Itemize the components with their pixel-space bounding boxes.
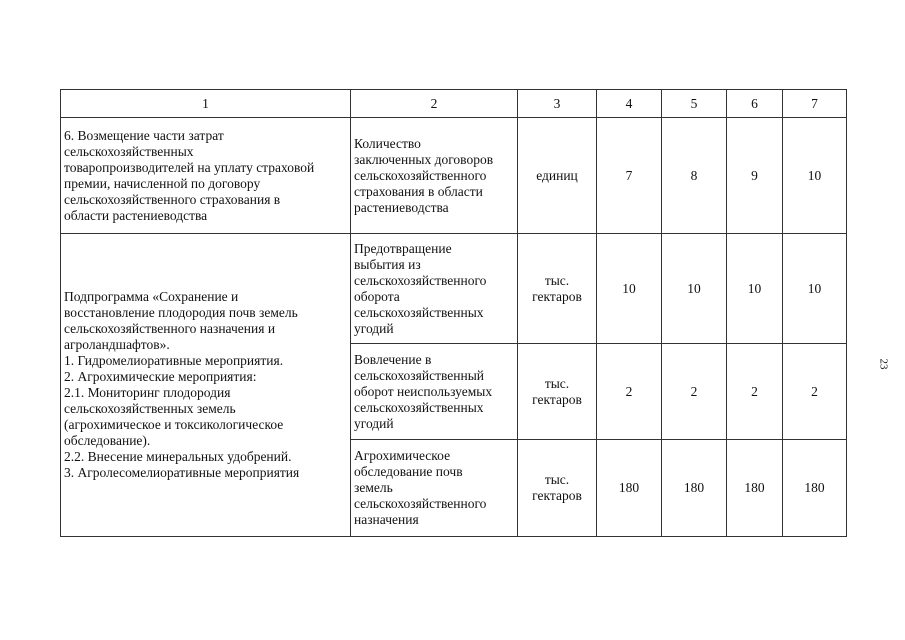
indicator-line: угодий bbox=[354, 415, 394, 431]
indicator-line: оборота bbox=[354, 288, 400, 304]
subprogram-cell bbox=[61, 234, 351, 537]
unit-line: тыс. bbox=[544, 272, 570, 288]
unit-line: гектаров bbox=[532, 391, 582, 407]
value-cell: 180 bbox=[662, 440, 727, 537]
subprogram-line: сельскохозяйственных земель bbox=[64, 401, 236, 416]
value-cell: 7 bbox=[597, 118, 662, 234]
unit-line: тыс. bbox=[544, 375, 570, 391]
unit-line: гектаров bbox=[532, 288, 582, 304]
header-col-3: 3 bbox=[518, 90, 597, 118]
measure-line: сельскохозяйственного страхования в bbox=[64, 191, 281, 207]
subprogram-line: Подпрограмма «Сохранение и bbox=[64, 289, 239, 304]
indicator-line: растениеводства bbox=[354, 199, 449, 215]
indicator-line: сельскохозяйственного bbox=[354, 496, 487, 511]
table-row bbox=[61, 118, 847, 234]
measure-line: сельскохозяйственных bbox=[64, 143, 194, 159]
value-cell: 10 bbox=[597, 234, 662, 344]
header-col-1: 1 bbox=[61, 90, 351, 118]
value-cell: 9 bbox=[727, 118, 783, 234]
value-cell: 10 bbox=[783, 118, 847, 234]
indicator-cell bbox=[351, 234, 518, 344]
measure-line: премии, начисленной по договору bbox=[64, 175, 261, 191]
unit-cell: единиц bbox=[518, 118, 597, 234]
value-cell: 180 bbox=[783, 440, 847, 537]
subprogram-line: обследование). bbox=[64, 433, 151, 448]
value-cell: 180 bbox=[727, 440, 783, 537]
value-cell: 2 bbox=[662, 344, 727, 440]
measure-description-cell bbox=[61, 118, 351, 234]
value-cell: 180 bbox=[597, 440, 662, 537]
unit-line: гектаров bbox=[532, 488, 582, 503]
measure-line: 6. Возмещение части затрат bbox=[64, 127, 224, 143]
indicator-line: сельскохозяйственного bbox=[354, 272, 487, 288]
unit-cell bbox=[518, 440, 597, 537]
subprogram-line: 3. Агролесомелиоративные мероприятия bbox=[64, 465, 300, 480]
indicator-cell bbox=[351, 440, 518, 537]
table-row bbox=[61, 234, 847, 344]
header-col-4: 4 bbox=[597, 90, 662, 118]
value-cell: 10 bbox=[727, 234, 783, 344]
value-cell: 10 bbox=[662, 234, 727, 344]
indicator-line: страхования в области bbox=[354, 183, 483, 199]
indicator-line: Вовлечение в bbox=[354, 351, 432, 367]
indicator-line: земель bbox=[354, 480, 393, 495]
indicator-cell bbox=[351, 118, 518, 234]
unit-line: тыс. bbox=[544, 472, 570, 487]
subprogram-line: 2.2. Внесение минеральных удобрений. bbox=[64, 449, 292, 464]
indicator-line: оборот неиспользуемых bbox=[354, 383, 493, 399]
header-col-7: 7 bbox=[783, 90, 847, 118]
table-header-row bbox=[61, 90, 847, 118]
indicator-line: заключенных договоров bbox=[354, 151, 494, 167]
value-cell: 10 bbox=[783, 234, 847, 344]
indicator-line: сельскохозяйственного bbox=[354, 167, 487, 183]
subprogram-line: восстановление плодородия почв земель bbox=[64, 305, 298, 320]
header-col-6: 6 bbox=[727, 90, 783, 118]
indicator-line: Агрохимическое bbox=[354, 448, 451, 463]
indicator-line: угодий bbox=[354, 320, 394, 336]
unit-cell bbox=[518, 234, 597, 344]
subprogram-line: 2.1. Мониторинг плодородия bbox=[64, 385, 231, 400]
value-cell: 8 bbox=[662, 118, 727, 234]
indicator-cell bbox=[351, 344, 518, 440]
indicator-line: сельскохозяйственных bbox=[354, 304, 484, 320]
page-number: 23 bbox=[877, 358, 890, 370]
indicator-line: обследование почв bbox=[354, 464, 463, 479]
subprogram-line: (агрохимическое и токсикологическое bbox=[64, 417, 284, 432]
indicator-line: выбытия из bbox=[354, 256, 421, 272]
indicator-line: назначения bbox=[354, 512, 419, 527]
subprogram-line: сельскохозяйственного назначения и bbox=[64, 321, 276, 336]
header-col-5: 5 bbox=[662, 90, 727, 118]
indicators-table bbox=[60, 89, 847, 537]
value-cell: 2 bbox=[783, 344, 847, 440]
measure-line: товаропроизводителей на уплату страховой bbox=[64, 159, 315, 175]
subprogram-line: 1. Гидромелиоративные мероприятия. bbox=[64, 353, 284, 368]
indicator-line: Количество bbox=[354, 135, 421, 151]
subprogram-line: агроландшафтов». bbox=[64, 337, 170, 352]
value-cell: 2 bbox=[597, 344, 662, 440]
subprogram-line: 2. Агрохимические мероприятия: bbox=[64, 369, 257, 384]
indicator-line: Предотвращение bbox=[354, 240, 452, 256]
header-col-2: 2 bbox=[351, 90, 518, 118]
indicator-line: сельскохозяйственных bbox=[354, 399, 484, 415]
measure-line: области растениеводства bbox=[64, 207, 208, 223]
value-cell: 2 bbox=[727, 344, 783, 440]
unit-cell bbox=[518, 344, 597, 440]
indicator-line: сельскохозяйственный bbox=[354, 367, 484, 383]
